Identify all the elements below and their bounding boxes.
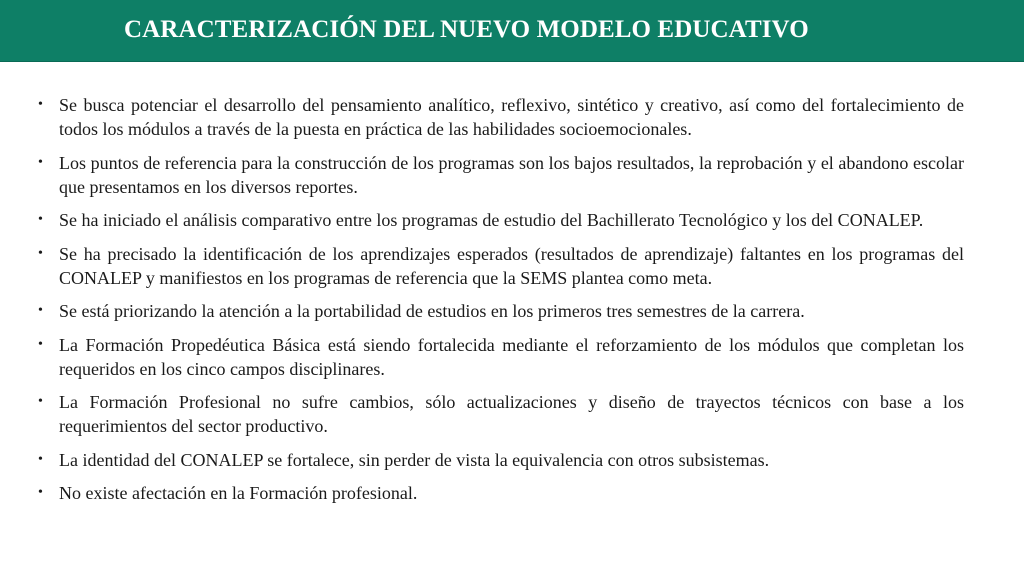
bullet-text: Se ha iniciado el análisis comparativo entre los programas de estudio del Bachillerato Tecnológico y los del CONALEP. — [59, 210, 924, 230]
bullet-text: No existe afectación en la Formación profesional. — [59, 483, 418, 503]
bullet-dot-icon: • — [38, 245, 43, 261]
bullet-text: La Formación Propedéutica Básica está siendo fortalecida mediante el reforzamiento de los módulos que completan los requeridos en los cinco campos disciplinares. — [59, 334, 964, 379]
bullet-text: La Formación Profesional no sufre cambios, sólo actualizaciones y diseño de trayectos técnicos con base a los requerimientos del sector productivo. — [59, 392, 964, 436]
bullet-list — [38, 93, 964, 515]
bullet-text: Se busca potenciar el desarrollo del pensamiento analítico, reflexivo, sintético y creativo, así como del fortalecimiento de todos los módulos a través de la puesta en práctica de las habilidades socioemocionales. — [59, 95, 964, 139]
bullet-dot-icon: • — [38, 336, 43, 352]
bullet-item — [38, 93, 964, 141]
bullet-dot-icon: • — [38, 303, 43, 318]
title-bar — [0, 0, 1024, 62]
bullet-dot-icon: • — [38, 212, 43, 227]
slide-title: CARACTERIZACIÓN DEL NUEVO MODELO EDUCATIVO — [124, 16, 809, 43]
bullet-item — [38, 448, 964, 472]
bullet-item — [38, 481, 964, 505]
bullet-dot-icon: • — [38, 485, 43, 500]
bullet-item — [38, 390, 964, 438]
bullet-item — [38, 333, 964, 381]
bullet-text: Se ha precisado la identificación de los aprendizajes esperados (resultados de aprendizaje) faltantes en los programas del CONALEP y manifiestos en los programas de referencia que la SEMS plantea como meta. — [59, 243, 964, 288]
bullet-text: La identidad del CONALEP se fortalece, sin perder de vista la equivalencia con otros subsistemas. — [59, 449, 770, 470]
bullet-item — [38, 208, 964, 232]
bullet-item — [38, 299, 964, 323]
bullet-dot-icon: • — [38, 451, 43, 467]
bullet-dot-icon: • — [38, 97, 43, 112]
bullet-item — [38, 151, 964, 199]
bullet-text: Los puntos de referencia para la construcción de los programas son los bajos resultados, la reprobación y el abandono escolar que presentamos en los diversos reportes. — [59, 152, 964, 197]
bullet-dot-icon: • — [38, 154, 43, 170]
bullet-text: Se está priorizando la atención a la portabilidad de estudios en los primeros tres semestres de la carrera. — [59, 301, 805, 321]
bullet-dot-icon: • — [38, 394, 43, 409]
bullet-item — [38, 242, 964, 290]
